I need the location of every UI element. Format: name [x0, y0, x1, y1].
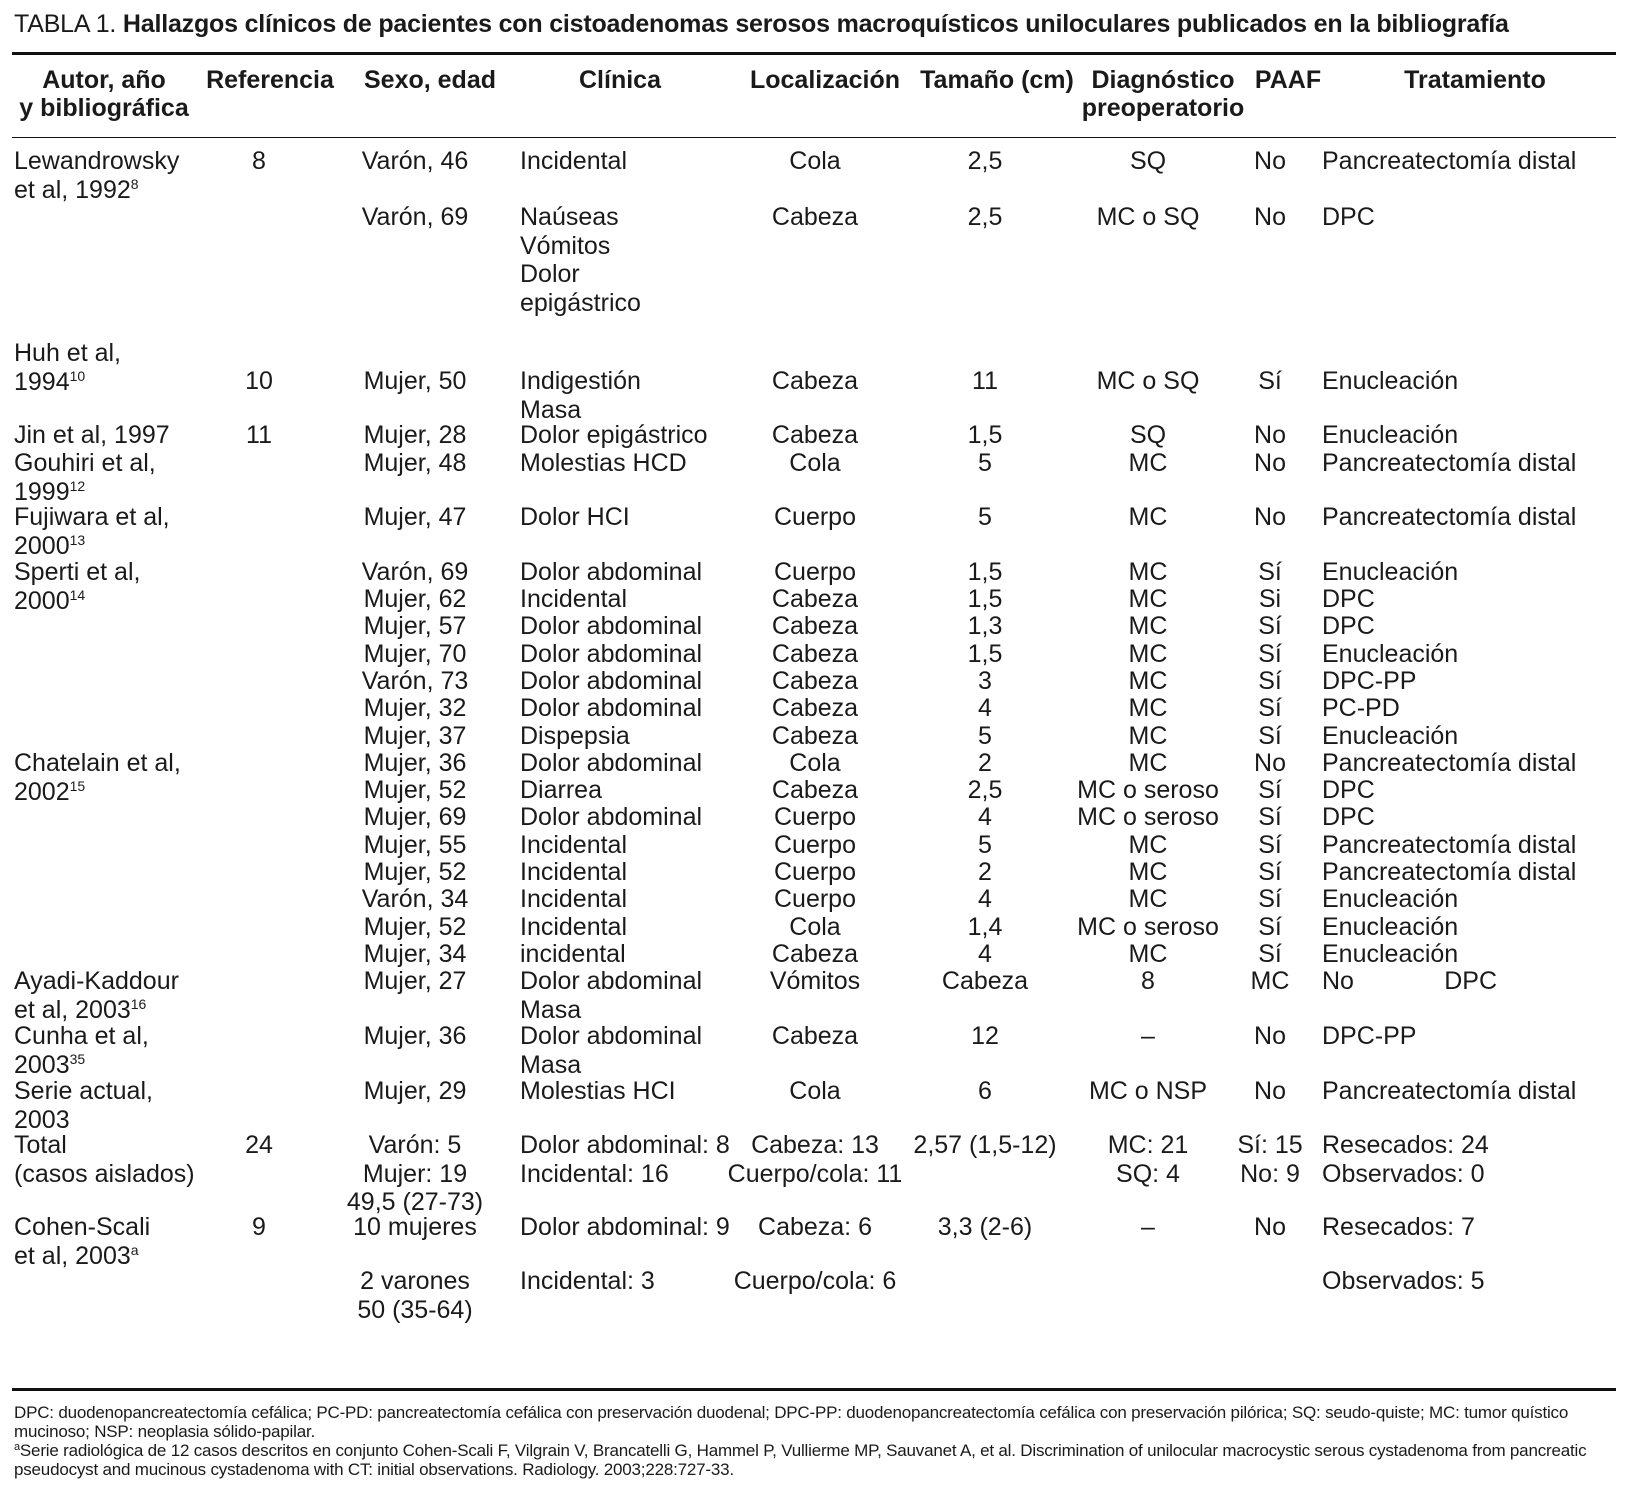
trat-cell: Pancreatectomía distal [1322, 1077, 1577, 1105]
loc-cell: Cabeza [771, 367, 859, 395]
author-cell: Lewandrowsky et al, 1992$^8$ [14, 147, 180, 204]
tam-cell: 5 [978, 722, 992, 750]
header-paaf: PAAF [1254, 66, 1322, 94]
loc-cell: Cabeza [771, 776, 859, 804]
trat-cell: DPC-PP [1322, 667, 1417, 695]
trat-cell: Enucleación [1322, 367, 1459, 395]
sexo-cell: Mujer, 50 [363, 367, 467, 395]
author-cell: Chatelain et al, 2002$^{15}$ [14, 749, 181, 806]
tam-cell: 1,5 [967, 585, 1003, 613]
loc-cell: Cola [789, 147, 841, 175]
diag-cell: MC o SQ [1096, 203, 1200, 231]
trat-cell: DPC [1322, 803, 1375, 831]
diag-cell: MC [1128, 858, 1168, 886]
trat-cell: Resecados: 7 [1322, 1213, 1475, 1241]
author-cell: Ayadi-Kaddour et al, 2003$^{16}$ [14, 967, 179, 1024]
loc-cell: Cuerpo [774, 558, 856, 586]
header-diagnostico: Diagnóstico preoperatorio [1081, 66, 1245, 122]
loc-cell: Cola [789, 913, 841, 941]
sexo-cell: Mujer, 70 [363, 640, 467, 668]
sexo-cell: Mujer, 55 [363, 831, 467, 859]
author-cell: Fujiwara et al, 2000$^{13}$ [14, 503, 170, 560]
paaf-cell: Sí [1258, 831, 1282, 859]
tam-cell: 2 [978, 749, 992, 777]
trat-cell: Pancreatectomía distal [1322, 503, 1577, 531]
tam-cell: 4 [978, 940, 992, 968]
sexo-cell: Mujer, 57 [363, 612, 467, 640]
tam-cell: 2 [978, 858, 992, 886]
tam-cell: 6 [978, 1077, 992, 1105]
paaf-cell: No [1254, 1022, 1286, 1050]
tam-cell: 1,5 [967, 421, 1003, 449]
clinica-cell: Incidental [520, 885, 628, 913]
tam-cell: 3 [978, 667, 992, 695]
sexo-cell: Varón, 46 [361, 147, 469, 175]
header-tratamiento: Tratamiento [1404, 66, 1546, 94]
trat-cell: Enucleación [1322, 885, 1459, 913]
sexo-cell: Mujer, 48 [363, 449, 467, 477]
tam-cell: 4 [978, 694, 992, 722]
trat-cell: DPC [1322, 585, 1375, 613]
tam-cell: 5 [978, 449, 992, 477]
clinica-cell: Indigestión Masa [520, 367, 641, 424]
paaf-cell: Sí [1258, 722, 1282, 750]
clinica-cell: Dolor abdominal: 9 [520, 1213, 730, 1241]
paaf-cell: MC [1250, 967, 1290, 995]
clinica-cell: Incidental [520, 913, 628, 941]
reference-note: $^a$Serie radiológica de 12 casos descritos en conjunto Cohen-Scali F, Vilgrain V, Brancatelli G, Hammel P, Vullierme MP, Sauvanet A, et al. Discrimination of unilocular macrocystic serous cystadenoma from pancreatic pseudocyst and mucinous cystadenoma with CT: initial observations. Radiology. 2003;228:727-33. [14, 1441, 1587, 1479]
paaf-cell: Sí [1258, 558, 1282, 586]
loc-cell: Cabeza [771, 1022, 859, 1050]
paaf-cell: Sí [1258, 940, 1282, 968]
tam-cell: 2,5 [967, 776, 1003, 804]
sexo-cell: Mujer, 28 [363, 421, 467, 449]
clinica-cell: Dolor abdominal [520, 667, 703, 695]
trat-cell: DPC-PP [1322, 1022, 1417, 1050]
diag-cell: MC [1128, 585, 1168, 613]
diag-cell: 8 [1141, 967, 1155, 995]
paaf-cell: Sí [1258, 640, 1282, 668]
sexo-cell: Mujer, 47 [363, 503, 467, 531]
tam-cell: 2,57 (1,5-12) [913, 1131, 1057, 1159]
ref-cell: 24 [245, 1131, 273, 1159]
loc-cell: Cuerpo [774, 831, 856, 859]
header-sexo: Sexo, edad [364, 66, 496, 94]
author-cell: Cohen-Scali et al, 2003$^a$ [14, 1213, 151, 1270]
diag-cell: MC [1128, 831, 1168, 859]
loc-cell: Cabeza [771, 940, 859, 968]
diag-cell: MC [1128, 694, 1168, 722]
tam-cell: 3,3 (2-6) [937, 1213, 1033, 1241]
loc-cell: Cabeza [771, 421, 859, 449]
trat-cell: Resecados: 24 Observados: 0 [1322, 1131, 1489, 1188]
clinica-cell: Molestias HCD [520, 449, 687, 477]
paaf-cell: Sí [1258, 776, 1282, 804]
paaf-cell: Sí: 15 No: 9 [1237, 1131, 1303, 1188]
trat-cell: Pancreatectomía distal [1322, 147, 1577, 175]
diag-cell: SQ [1129, 421, 1167, 449]
table-title: Hallazgos clínicos de pacientes con cistoadenomas serosos macroquísticos uniloculares publicados en la bibliografía [122, 10, 1509, 38]
tam-cell: Cabeza [941, 967, 1029, 995]
clinica-cell: incidental [520, 940, 626, 968]
sexo-cell: Mujer, 37 [363, 722, 467, 750]
sexo-cell: 2 varones 50 (35-64) [357, 1267, 473, 1324]
paaf-cell: Sí [1258, 612, 1282, 640]
diag-cell: SQ [1129, 147, 1167, 175]
clinica-cell: Dolor abdominal [520, 612, 703, 640]
clinica-cell: Dolor abdominal: 8 Incidental: 16 [520, 1131, 730, 1188]
clinica-cell: Incidental [520, 147, 628, 175]
tam-cell: 1,4 [967, 913, 1003, 941]
table-label: TABLA 1. [14, 10, 117, 38]
author-cell: Huh et al, 1994$^{10}$ [14, 339, 122, 396]
loc-cell: Cabeza [771, 640, 859, 668]
bottom-rule [12, 1388, 1616, 1391]
trat-cell: Pancreatectomía distal [1322, 831, 1577, 859]
loc-cell: Cola [789, 749, 841, 777]
loc-cell: Cuerpo/cola: 6 [733, 1267, 897, 1295]
diag-cell: MC [1128, 449, 1168, 477]
table-footnotes [14, 1403, 1614, 1479]
clinica-cell: Dolor abdominal [520, 803, 703, 831]
sexo-cell: Mujer, 27 [363, 967, 467, 995]
tam-cell: 11 [972, 367, 998, 395]
clinica-cell: Dispepsia [520, 722, 630, 750]
clinica-cell: Dolor abdominal [520, 694, 703, 722]
ref-cell: 11 [246, 421, 272, 449]
trat-cell: Enucleación [1322, 940, 1459, 968]
diag-cell: MC [1128, 558, 1168, 586]
diag-cell: MC o seroso [1077, 913, 1219, 941]
loc-cell: Cabeza [771, 667, 859, 695]
clinica-cell: Dolor abdominal [520, 640, 703, 668]
trat-cell: Enucleación [1322, 640, 1459, 668]
header-tamano: Tamaño (cm) [920, 66, 1074, 94]
clinica-cell: Incidental [520, 831, 628, 859]
paaf-cell: No [1254, 749, 1286, 777]
paaf-cell: No [1254, 203, 1286, 231]
header-localizacion: Localización [749, 66, 901, 94]
paaf-cell: No [1254, 147, 1286, 175]
loc-cell: Cabeza [771, 722, 859, 750]
paaf-cell: No [1254, 421, 1286, 449]
paaf-cell: Sí [1258, 885, 1282, 913]
clinica-cell: Dolor abdominal Masa [520, 1022, 703, 1079]
loc-cell: Cabeza [771, 612, 859, 640]
sexo-cell: Mujer, 52 [363, 913, 467, 941]
tam-cell: 1,5 [967, 558, 1003, 586]
author-cell: Total (casos aislados) [14, 1131, 195, 1188]
loc-cell: Cabeza [771, 585, 859, 613]
paaf-cell: Sí [1258, 803, 1282, 831]
header-referencia: Referencia [206, 66, 334, 94]
paaf-cell: Sí [1258, 858, 1282, 886]
ref-cell: 9 [252, 1213, 266, 1241]
diag-cell: MC [1128, 940, 1168, 968]
author-cell: Jin et al, 1997 [14, 421, 170, 449]
abbreviations-note: DPC: duodenopancreatectomía cefálica; PC-PD: pancreatectomía cefálica con preservación duodenal; DPC-PP: duodenopancreatectomía cefálica con preservación pilórica; SQ: seudo-quiste; MC: tumor quístico mucinoso; NSP: neoplasia sólido-papilar. [14, 1403, 1569, 1441]
loc-cell: Cuerpo [774, 858, 856, 886]
paaf-cell: No [1254, 503, 1286, 531]
diag-cell: MC [1128, 667, 1168, 695]
paaf-cell: Sí [1258, 367, 1282, 395]
trat-cell: DPC [1322, 203, 1375, 231]
diag-cell: MC o SQ [1096, 367, 1200, 395]
tam-cell: 1,3 [967, 612, 1003, 640]
clinica-cell: Naúseas Vómitos Dolor epigástrico [520, 203, 641, 317]
tam-cell: 4 [978, 803, 992, 831]
trat-cell: Observados: 5 [1322, 1267, 1485, 1295]
sexo-cell: 10 mujeres [353, 1213, 477, 1241]
diag-cell: MC o seroso [1077, 803, 1219, 831]
paaf-cell: Sí [1258, 667, 1282, 695]
trat-cell: Enucleación [1322, 558, 1459, 586]
clinica-cell: Dolor abdominal [520, 558, 703, 586]
diag-cell: – [1141, 1022, 1155, 1050]
tam-cell: 5 [978, 503, 992, 531]
diag-cell: MC [1128, 722, 1168, 750]
author-cell: Sperti et al, 2000$^{14}$ [14, 558, 141, 615]
loc-cell: Cola [789, 1077, 841, 1105]
diag-cell: MC o seroso [1077, 776, 1219, 804]
sexo-cell: Mujer, 29 [363, 1077, 467, 1105]
sexo-cell: Varón, 34 [361, 885, 469, 913]
tam-cell: 2,5 [967, 147, 1003, 175]
diag-cell: MC [1128, 749, 1168, 777]
clinica-cell: Dolor HCI [520, 503, 630, 531]
diag-cell: MC o NSP [1088, 1077, 1208, 1105]
trat-cell: No DPC [1322, 967, 1498, 995]
loc-cell: Cabeza: 13 Cuerpo/cola: 11 [727, 1131, 903, 1188]
paaf-cell: No [1254, 1213, 1286, 1241]
sexo-cell: Mujer, 62 [363, 585, 467, 613]
sexo-cell: Mujer, 36 [363, 749, 467, 777]
author-cell: Serie actual, 2003 [14, 1077, 153, 1134]
diag-cell: MC: 21 SQ: 4 [1107, 1131, 1189, 1188]
sexo-cell: Varón, 69 [361, 203, 469, 231]
paaf-cell: Sí [1258, 913, 1282, 941]
trat-cell: Pancreatectomía distal [1322, 749, 1577, 777]
clinica-cell: Incidental: 3 [520, 1267, 655, 1295]
diag-cell: MC [1128, 885, 1168, 913]
tam-cell: 1,5 [967, 640, 1003, 668]
clinica-cell: Dolor abdominal [520, 749, 703, 777]
header-clinica: Clínica [579, 66, 661, 94]
clinica-cell: Diarrea [520, 776, 602, 804]
paaf-cell: Sí [1258, 694, 1282, 722]
paaf-cell: No [1254, 449, 1286, 477]
author-cell: Cunha et al, 2003$^{35}$ [14, 1022, 149, 1079]
loc-cell: Cuerpo [774, 885, 856, 913]
loc-cell: Cola [789, 449, 841, 477]
loc-cell: Cabeza [771, 694, 859, 722]
loc-cell: Cuerpo [774, 803, 856, 831]
sexo-cell: Varón, 73 [361, 667, 469, 695]
tam-cell: 4 [978, 885, 992, 913]
trat-cell: Enucleación [1322, 722, 1459, 750]
diag-cell: MC [1128, 503, 1168, 531]
sexo-cell: Mujer, 52 [363, 858, 467, 886]
ref-cell: 10 [245, 367, 273, 395]
clinica-cell: Dolor epigástrico [520, 421, 708, 449]
header-autor: Autor, año y bibliográfica [19, 66, 189, 122]
trat-cell: Pancreatectomía distal [1322, 449, 1577, 477]
loc-cell: Cabeza [771, 203, 859, 231]
sexo-cell: Mujer, 32 [363, 694, 467, 722]
ref-cell: 8 [252, 147, 266, 175]
trat-cell: DPC [1322, 776, 1375, 804]
clinica-cell: Molestias HCI [520, 1077, 676, 1105]
sexo-cell: Varón: 5 Mujer: 19 49,5 (27-73) [346, 1131, 484, 1216]
clinica-cell: Dolor abdominal Masa [520, 967, 703, 1024]
sexo-cell: Mujer, 69 [363, 803, 467, 831]
trat-cell: Enucleación [1322, 421, 1459, 449]
clinica-cell: Incidental [520, 858, 628, 886]
tam-cell: 2,5 [967, 203, 1003, 231]
trat-cell: Enucleación [1322, 913, 1459, 941]
author-cell: Gouhiri et al, 1999$^{12}$ [14, 449, 156, 506]
paaf-cell: Si [1258, 585, 1282, 613]
tam-cell: 12 [971, 1022, 999, 1050]
loc-cell: Cabeza: 6 [758, 1213, 872, 1241]
sexo-cell: Mujer, 34 [363, 940, 467, 968]
diag-cell: – [1141, 1213, 1155, 1241]
top-rule [12, 52, 1616, 55]
clinica-cell: Incidental [520, 585, 628, 613]
table-caption [14, 10, 1509, 39]
header-rule [12, 137, 1616, 138]
loc-cell: Cuerpo [774, 503, 856, 531]
diag-cell: MC [1128, 612, 1168, 640]
trat-cell: PC-PD [1322, 694, 1400, 722]
tam-cell: 5 [978, 831, 992, 859]
trat-cell: DPC [1322, 612, 1375, 640]
sexo-cell: Varón, 69 [361, 558, 469, 586]
trat-cell: Pancreatectomía distal [1322, 858, 1577, 886]
loc-cell: Vómitos [769, 967, 861, 995]
sexo-cell: Mujer, 52 [363, 776, 467, 804]
sexo-cell: Mujer, 36 [363, 1022, 467, 1050]
diag-cell: MC [1128, 640, 1168, 668]
paaf-cell: No [1254, 1077, 1286, 1105]
